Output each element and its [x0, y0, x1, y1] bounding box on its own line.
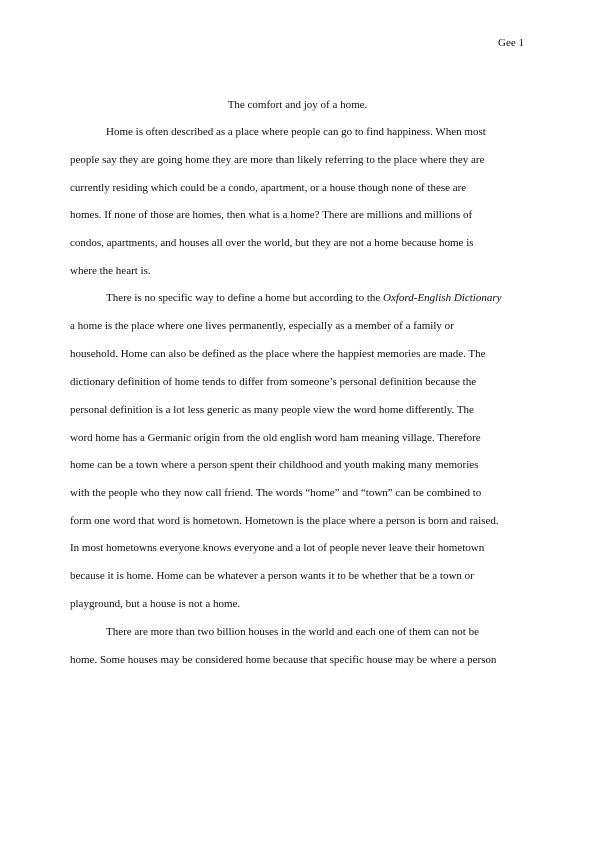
body-line-17: because it is home. Home can be whatever a person wants it to be whether that be a town or: [70, 570, 474, 582]
body-line-6: where the heart is.: [70, 265, 151, 277]
body-line-1: Home is often described as a place where people can go to find happiness. When most: [106, 126, 486, 138]
body-line-4: homes. If none of those are homes, then what is a home? There are millions and millions of: [70, 209, 473, 221]
body-line-2: people say they are going home they are more than likely referring to the place where they are: [70, 154, 485, 166]
body-line-19: There are more than two billion houses in the world and each one of them can not be: [106, 626, 479, 638]
body-line-3: currently residing which could be a condo, apartment, or a house though none of these are: [70, 182, 467, 194]
body-line-5: condos, apartments, and houses all over the world, but they are not a home because home is: [70, 237, 474, 249]
body-line-13: home can be a town where a person spent their childhood and youth making many memories: [70, 459, 479, 471]
body-line-8: a home is the place where one lives permanently, especially as a member of a family or: [70, 320, 454, 332]
body-line-12: word home has a Germanic origin from the old english word ham meaning village. Therefore: [70, 432, 481, 444]
running-head: Gee 1: [498, 37, 524, 49]
body-line-15: form one word that word is hometown. Hometown is the place where a person is born and raised.: [70, 515, 499, 527]
essay-title: The comfort and joy of a home.: [227, 99, 368, 111]
body-line-18: playground, but a house is not a home.: [70, 598, 241, 610]
body-line-16: In most hometowns everyone knows everyone and a lot of people never leave their hometown: [70, 542, 485, 554]
body-line-7-text: There is no specific way to define a home but according to the: [106, 292, 384, 304]
dictionary-title: Oxford-English Dictionary: [383, 292, 502, 304]
body-line-7: [106, 292, 502, 304]
body-line-14: with the people who they now call friend. The words “home” and “town” can be combined to: [70, 487, 482, 499]
body-line-20: home. Some houses may be considered home because that specific house may be where a person: [70, 654, 497, 666]
body-line-9: household. Home can also be defined as the place where the happiest memories are made. The: [70, 348, 486, 360]
body-line-11: personal definition is a lot less generic as many people view the word home differently. The: [70, 404, 474, 416]
body-line-10: dictionary definition of home tends to differ from someone’s personal definition because the: [70, 376, 477, 388]
